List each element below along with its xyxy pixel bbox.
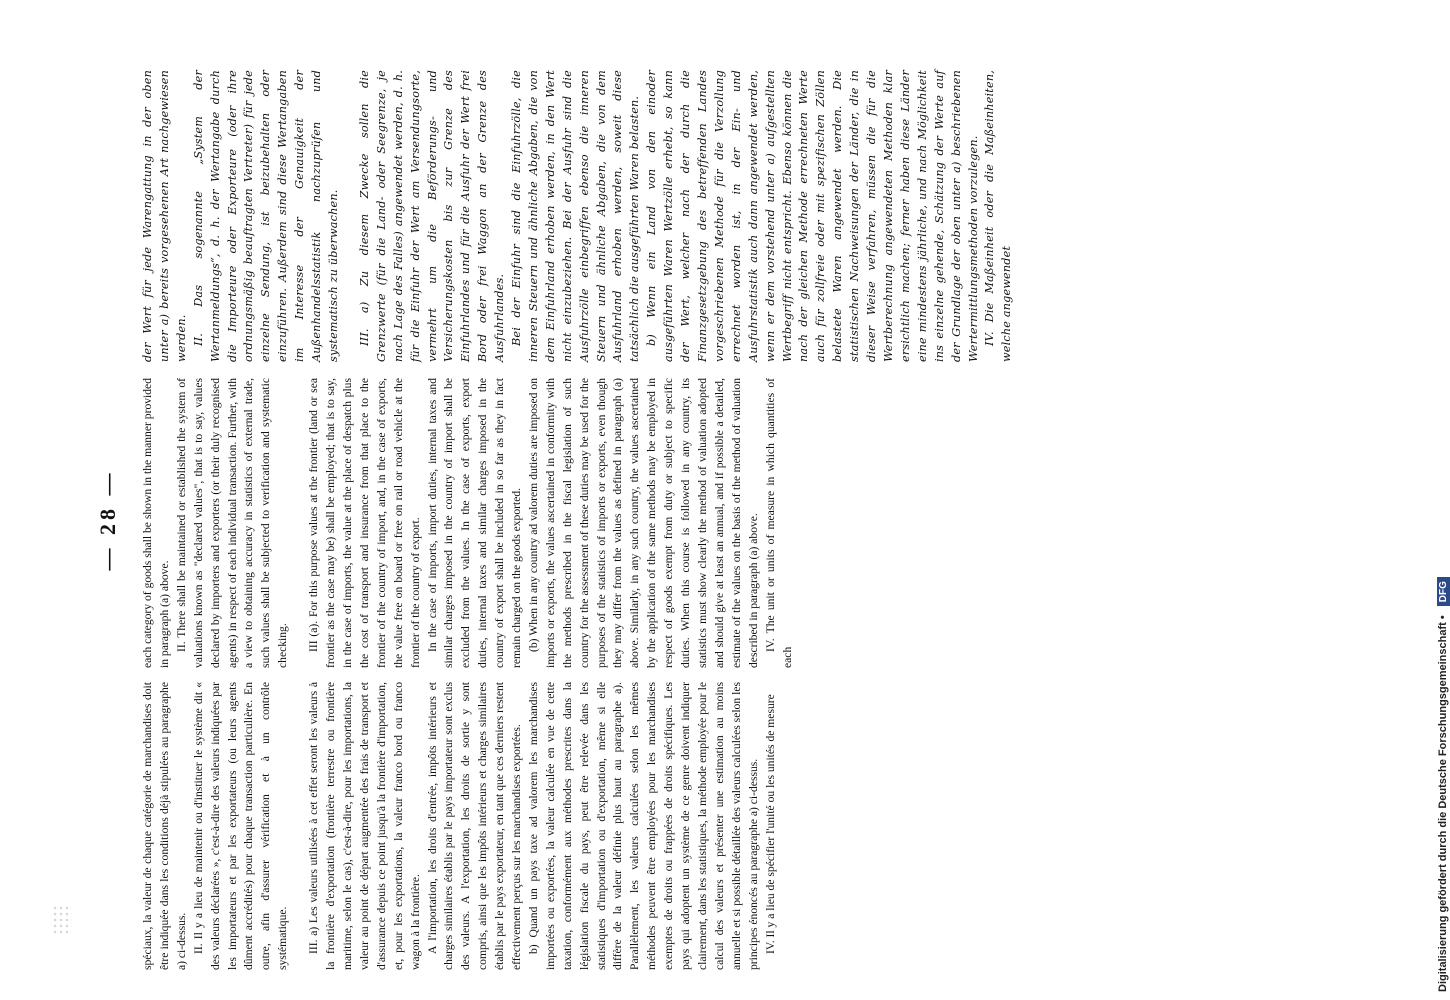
dfg-logo: DFG bbox=[1437, 577, 1450, 606]
german-paragraph: der Wert für jede Warengattung in der oben unter a) bereits vorgesehenen Art nachgewiesen werden. bbox=[141, 70, 188, 362]
french-paragraph: b) Quand un pays taxe ad valorem les marchandises importées ou exportées, la valeur calculée en vue de cette taxation, conformément aux méthodes prescrites dans la législation fiscale du pays, peut être relevée dans les statistiques d'importation ou d'exportation, même si elle diffère de la valeur définie plus haut au paragraphe a). Parallèlement, les valeurs calculées selon les mêmes méthodes peuvent être employées pour les marchandises exemptes de droits ou frappées de droits spécifiques. Les pays qui adoptent un système de ce genre doivent indiquer clairement, dans les statistiques, la méthode employée pour le calcul des valeurs et présenter une estimation au moins annuelle et si possible détaillée des valeurs calculées selon les principes énoncés au paragraphe a) ci-dessus. bbox=[526, 682, 760, 970]
scan-noise bbox=[52, 905, 72, 935]
french-paragraph: spéciaux, la valeur de chaque catégorie de marchandises doit être indiquée dans les conditions déjà stipulées au paragraphe a) ci-dessus. bbox=[141, 682, 188, 970]
digitization-credit bbox=[1437, 577, 1450, 992]
english-paragraph: each category of goods shall be shown in the manner provided in paragraph (a) above. bbox=[141, 378, 171, 668]
english-paragraph: II. There shall be maintained or established the system of valuations known as "declared values", that is to say, values declared by importers and exporters (or their duly recognised agents) in respect of each individual transaction. Further, with a view to obtaining accuracy in statistics of external trade, such values shall be subjected to verification and systematic checking. bbox=[174, 378, 290, 668]
english-paragraph: In the case of imports, import duties, internal taxes and similar charges imposed in the country of import shall be excluded from the values. In the case of exports, export duties, internal taxes and similar charges imposed in the country of export shall be included in so far as they in fact remain charged on the goods exported. bbox=[425, 378, 524, 668]
german-column bbox=[140, 70, 1330, 362]
rotated-document-page bbox=[95, 70, 1335, 970]
page-number: — 28 — bbox=[95, 469, 120, 571]
french-paragraph: A l'importation, les droits d'entrée, impôts intérieurs et charges similaires établis par le pays importateur sont exclus des valeurs. A l'exportation, les droits de sortie y sont compris, ainsi que les impôts intérieurs et charges similaires établis par le pays exportateur, en tant que ces derniers restent effectivement perçus sur les marchandises exportées. bbox=[425, 682, 524, 970]
german-paragraph: III. a) Zu diesem Zwecke sollen die Grenzwerte (für die Land- oder Seegrenze, je nach Lage des Falles) angewendet werden, d. h. für die Einfuhr der Wert am Versendungsorte, vermehrt um die Beförderungs- und Versicherungskosten bis zur Grenze des Einfuhrlandes und für die Ausfuhr der Wert frei Bord oder frei Waggon an der Grenze des Ausfuhrlandes. bbox=[357, 70, 507, 362]
english-paragraph: III (a). For this purpose values at the frontier (land or sea frontier as the case may be) shall be employed; that is to say, in the case of imports, the value at the place of despatch plus the cost of transport and insurance from that place to the frontier of the country of import, and, in the case of exports, the value free on board or free on rail or road vehicle at the frontier of the country of export. bbox=[307, 378, 422, 668]
english-paragraph: IV. The unit or units of measure in which quantities of each bbox=[763, 378, 794, 668]
german-paragraph: II. Das sogenannte „System der Wertanmeldungs“, d. h. der Wertangabe durch die Importeure oder Exporteure (oder ihre ordnungsmäßig beauftragten Vertreter) für jede einzelne Sendung, ist beizubehalten oder einzuführen. Außerdem sind diese Wertangaben im Interesse der Genauigkeit der Außenhandelsstatistik nachzuprüfen und systematisch zu überwachen. bbox=[191, 70, 340, 362]
german-paragraph: b) Wenn ein Land von den einoder ausgeführten Waren Wertzölle erhebt, so kann der Wert, welcher nach der durch die Finanzgesetzgebung des betreffenden Landes vorgeschriebenen Methode für die Verzollung errechnet worden ist, in der Ein- und Ausfuhrstatistik auch dann angewendet werden, wenn er dem vorstehend unter a) aufgestellten Wertbegriff nicht entspricht. Ebenso können die nach der gleichen Methode errechneten Werte auch für zollfreie oder mit spezifischen Zöllen belastete Waren angewendet werden. Die statistischen Nachweisungen der Länder, die in dieser Weise verfahren, müssen die für die Wertberechnung angewendeten Methoden klar ersichtlich machen; ferner haben diese Länder eine mindestens jährliche, und nach Möglichkeit ins einzelne gehende, Schätzung der Werte auf der Grundlage der oben unter a) beschriebenen Wertermittlungsmethoden vorzulegen. bbox=[645, 70, 980, 362]
credit-text: Digitalisierung gefördert durch die Deutsche Forschungsgemeinschaft bbox=[1437, 622, 1449, 992]
english-paragraph: (b) When in any country ad valorem duties are imposed on imports or exports, the values ascertained in conformity with the methods prescribed in the fiscal legislation of such country for the assessment of these duties may be used for the purposes of the statistics of imports or exports, even though they may differ from the values as defined in paragraph (a) above. Similarly, in any such country, the values ascertained by the application of the same methods may be employed in respect of goods exempt from duty or subject to specific duties. When this course is followed in any country, its statistics must show clearly the method of valuation adopted and should give at least an annual, and if possible a detailed, estimate of the values on the basis of the method of valuation described in paragraph (a) above. bbox=[526, 378, 760, 668]
german-paragraph: Bei der Einfuhr sind die Einfuhrzölle, die inneren Steuern und ähnliche Abgaben, die von dem Einfuhrland erhoben werden, in den Wert nicht einzubeziehen. Bei der Ausfuhr sind die Ausfuhrzölle einbegriffen ebenso die inneren Steuern und ähnliche Abgaben, die von dem Ausfuhrland erhoben werden, soweit diese tatsächlich die ausgeführten Waren belasten. bbox=[510, 70, 642, 362]
french-column bbox=[140, 682, 1330, 970]
french-paragraph: IV. Il y a lieu de spécifier l'unité ou les unités de mesure bbox=[763, 694, 777, 954]
french-paragraph: III. a) Les valeurs utilisées à cet effet seront les valeurs à la frontière d'exportation (frontière terrestre ou frontière maritime, selon le cas), c'est-à-dire, pour les importations, la valeur au point de départ augmentée des frais de transport et d'assurance depuis ce point jusqu'à la frontière d'importation, et, pour les exportations, la valeur franco bord ou franco wagon à la frontière. bbox=[307, 682, 422, 970]
german-paragraph: IV. Die Maßeinheit oder die Maßeinheiten, welche angewendet bbox=[983, 70, 1014, 362]
french-paragraph: II. Il y a lieu de maintenir ou d'instituer le système dit « des valeurs déclarées », c'est-à-dire des valeurs indiquées par les importateurs et par les exportateurs (ou leurs agents dûment accrédités) pour chaque transaction particulière. En outre, afin d'assurer vérification et à un contrôle systématique. bbox=[191, 682, 290, 970]
english-column bbox=[140, 378, 1330, 668]
credit-separator: • bbox=[1437, 612, 1449, 623]
